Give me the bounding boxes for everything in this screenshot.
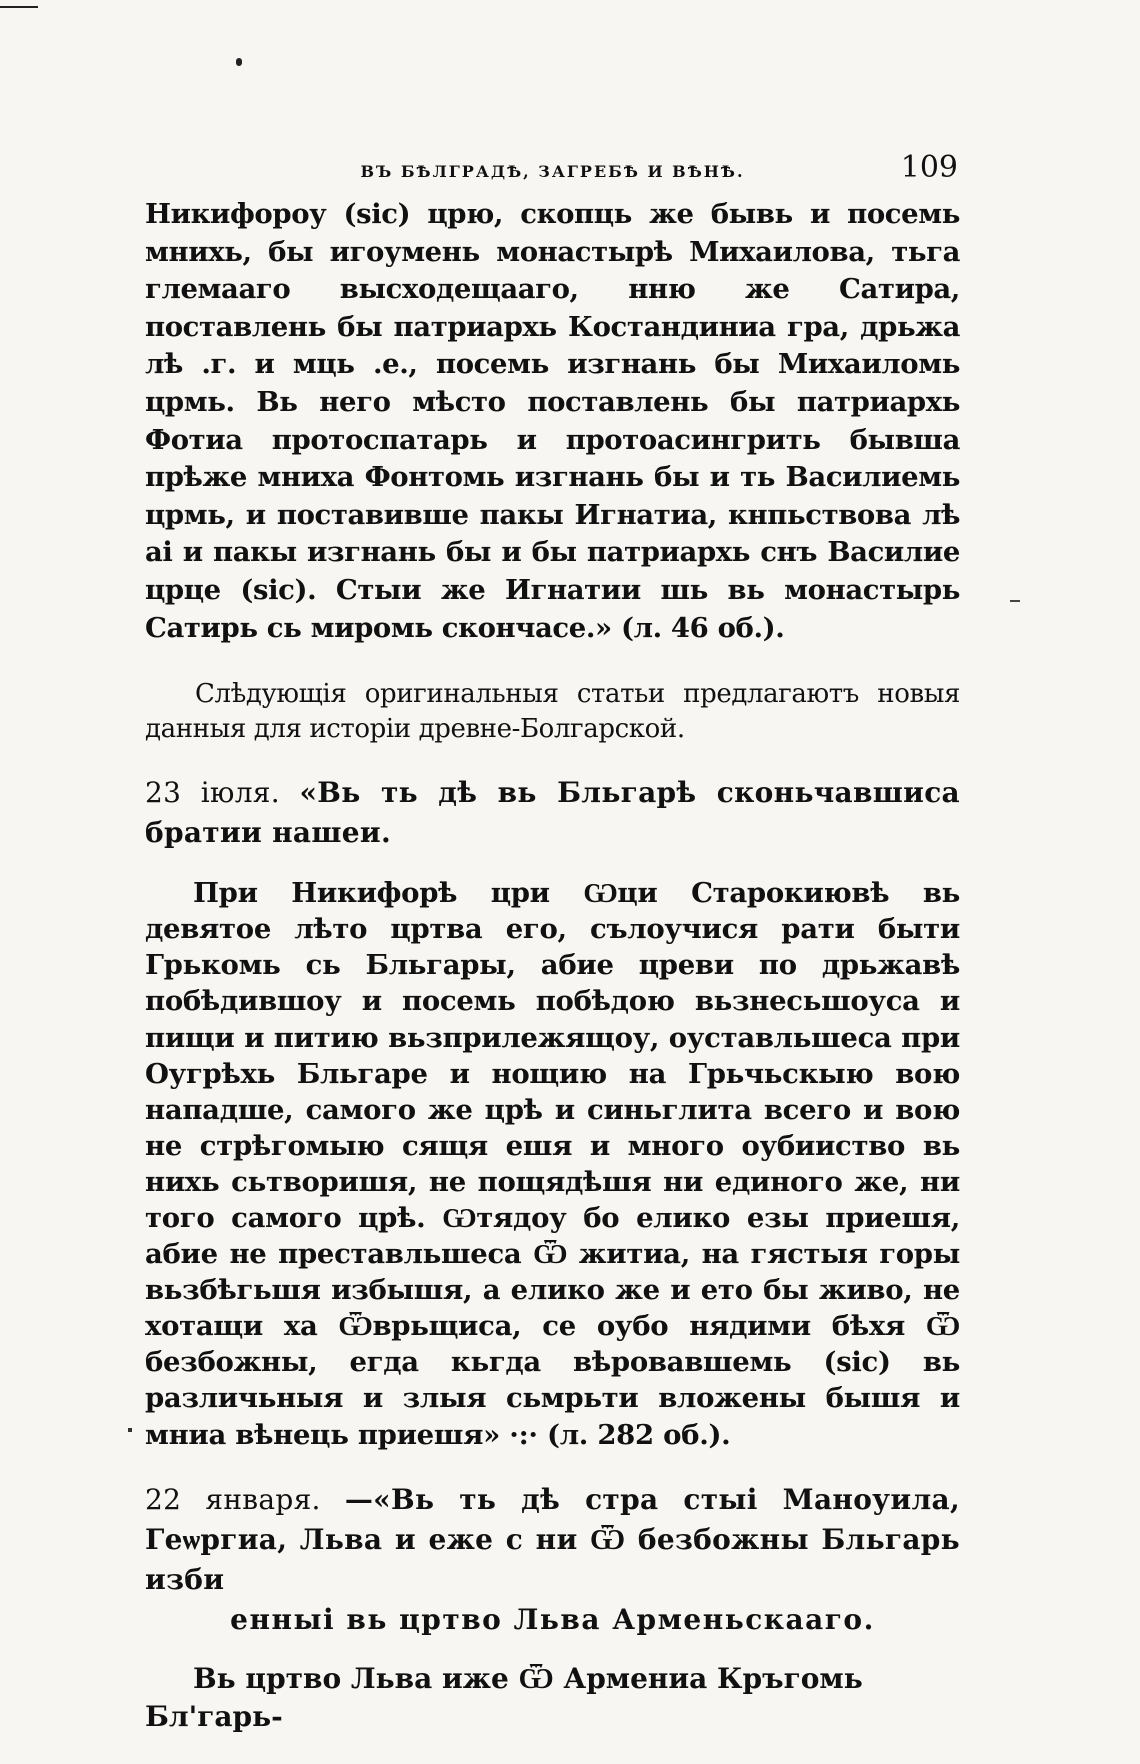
entry-date: 23 іюля.	[145, 776, 280, 810]
opening-paragraph: Никифороу (sic) црю, скопць же бывь и посемь мнихь, бы игоумень монастырѣ Михаилова, тьга глемааго высходещааго, нню же Сатира, поставлень бы патриархь Костандиниа гра, дрьжа лѣ .г. и мць .е., посемь изгнань бы Михаиломь црмь. Вь него мѣсто поставлень бы патриархь Фотиа протоспатарь и протоасингрить бывша прѣже мниха Фонтомь изгнань бы и ть Василиемь црмь, и поставивше пакы Игнатиа, кнпьствова лѣ аі и пакы изгнань бы и бы патриархь снъ Василие црце (sic). Стыи же Игнатии шь вь монастырь Сатирь сь миромь скончасе.» (л. 46 об.).	[145, 198, 960, 644]
entry-heading-july-23	[145, 773, 960, 853]
margin-speck-right	[1010, 600, 1020, 602]
editorial-note: Слѣдующія оригинальныя статьи предлагаютъ новыя данныя для исторіи древне-Болгарской.	[145, 679, 960, 745]
entry-heading-january-22	[145, 1480, 960, 1600]
entry-date: 22 января.	[145, 1483, 321, 1517]
entry-body-january-22: Вь цртво Льва иже Ѿ Армениа Кръгомь Бл'гарь-	[145, 1662, 863, 1734]
page-header	[145, 150, 960, 190]
top-edge-rule	[0, 6, 38, 8]
margin-speck-left	[128, 1428, 132, 1432]
running-head: ВЪ БѢЛГРАДѢ, ЗАГРЕБѢ И ВѢНѢ.	[360, 162, 745, 181]
entry-title: —«Вь ть дѣ стра стыі Маноуила, Геѡргиа, Льва и еже с ни Ѿ безбожны Бльгарь изби	[145, 1483, 960, 1597]
page-number: 109	[900, 150, 958, 185]
book-page	[145, 150, 960, 1764]
entry-title: «Вь ть дѣ вь Бльгарѣ сконьчавшиса братии нашеи.	[145, 776, 960, 850]
entry-body-july-23: При Никифорѣ цри Ѡци Старокиювѣ вь девятое лѣто цртва его, сълоучися рати быти Грькомь сь Бльгары, абие цреви по дрьжавѣ побѣдившоу и посемь побѣдою вьзнесьшоуса и пищи и питию вьзприлежящоу, оуставльшеса при Оугрѣхь Бльгаре и нощию на Грьчьскыю вою нападше, самого же црѣ и синьглита всего и вою не стрѣгомыю сящя ешя и много оубииство вь нихь сьтворишя, не пощядѣшя ни единого же, ни того самого црѣ. Ѡтядоу бо елико езы приешя, абие не преставльшеса Ѿ житиа, на гястыя горы вьзбѣгьшя избышя, а елико же и ето бы живо, не хотащи ха Ѿврьщиса, се оубо нядими бѣхя Ѿ безбожны, егда кьгда вѣровавшемь (sic) вь различьныя и злыя сьмрьти вложены бышя и мниа вѣнець приешя» ·:· (л. 282 об.).	[145, 877, 960, 1451]
entry-subtitle: енныі вь цртво Льва Арменьскааго.	[230, 1603, 875, 1637]
page-speck	[236, 58, 242, 66]
